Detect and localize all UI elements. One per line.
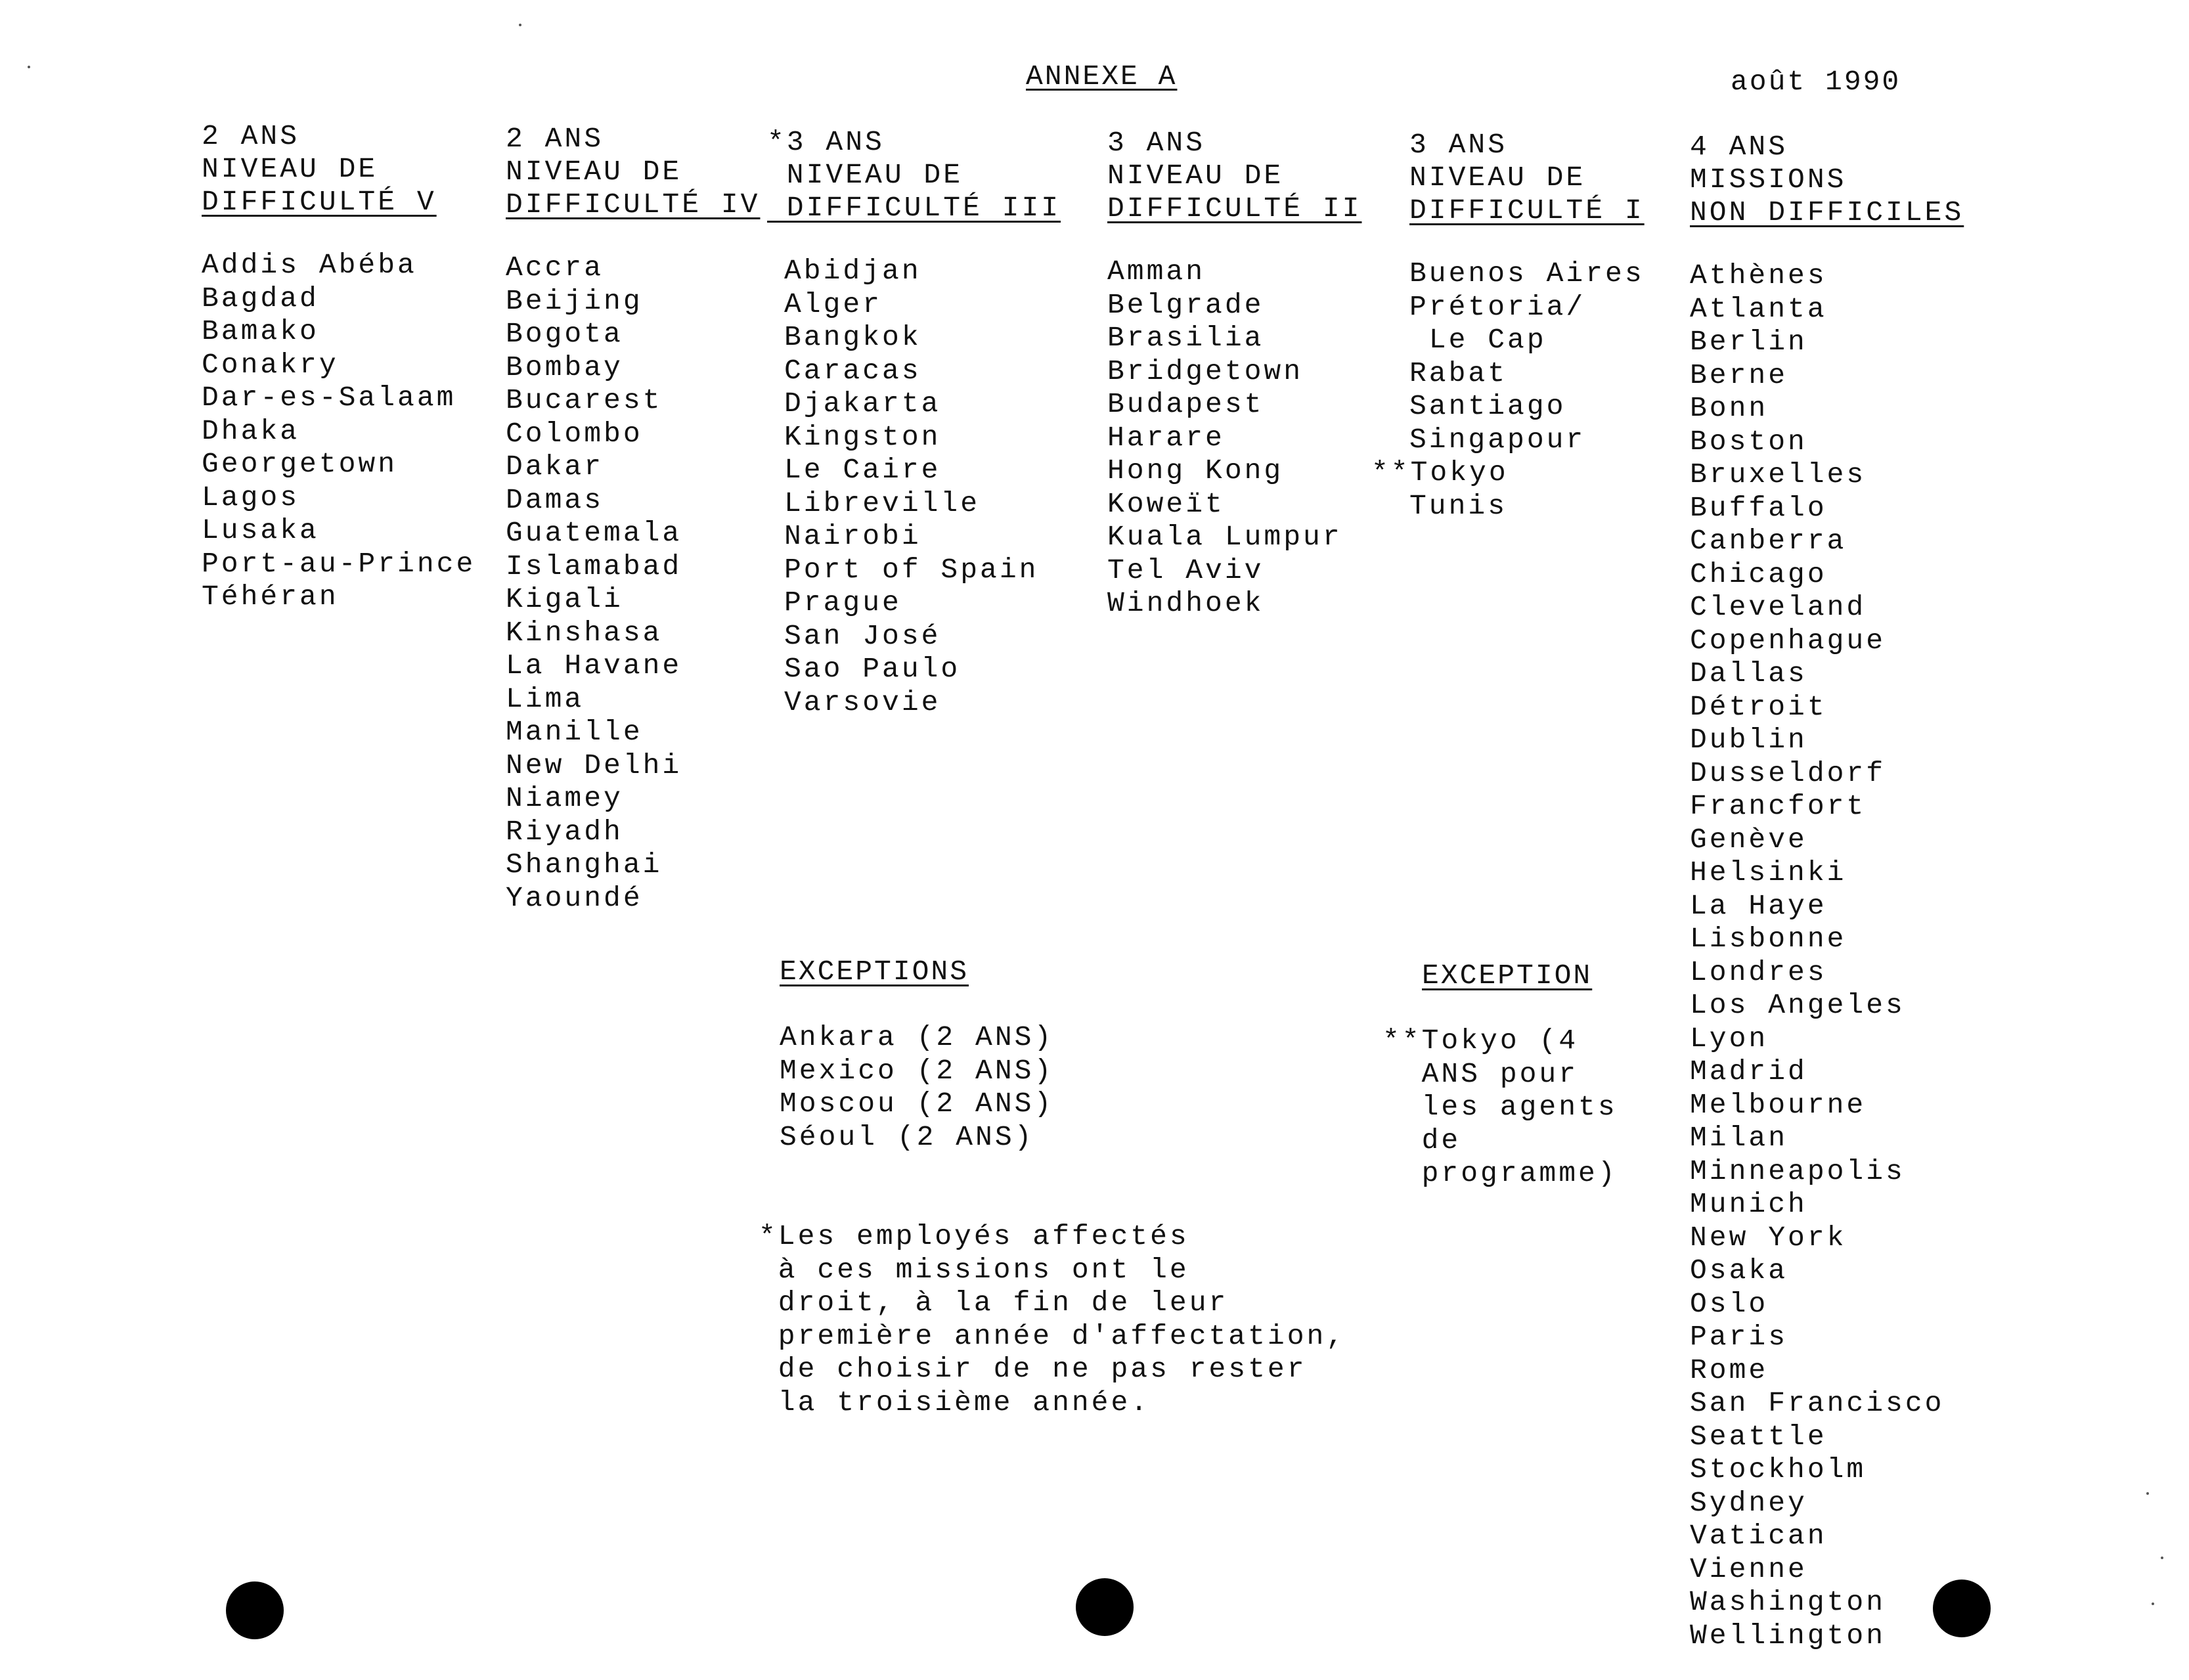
list-item: Oslo — [1690, 1287, 1769, 1320]
footnote — [759, 1220, 1346, 1419]
note-line: **Tokyo (4 — [1382, 1025, 1579, 1057]
list-item: Lagos — [202, 481, 300, 514]
list-item: Buenos Aires — [1409, 257, 1645, 290]
mission-list — [767, 255, 1061, 719]
list-item: Vatican — [1690, 1520, 1827, 1552]
scan-speck — [519, 24, 521, 26]
list-item: Dhaka — [202, 414, 300, 447]
column-heading-difficulty: DIFFICULTÉ V — [202, 186, 437, 218]
note-line: les agents — [1382, 1091, 1618, 1123]
note-line: de — [1382, 1124, 1461, 1157]
list-item: Milan — [1690, 1122, 1788, 1154]
list-item: Mexico (2 ANS) — [780, 1054, 1054, 1087]
column-heading-difficulty: NON DIFFICILES — [1690, 196, 1964, 229]
list-item: Athènes — [1690, 259, 1827, 292]
column-heading-level: NIVEAU DE — [202, 153, 378, 185]
list-item: Bamako — [202, 315, 319, 347]
list-item: Stockholm — [1690, 1453, 1867, 1486]
column-heading-duration: 4 ANS — [1690, 131, 1788, 163]
list-item: Bucarest — [506, 384, 663, 416]
mission-list — [202, 249, 475, 614]
list-item: Addis Abéba — [202, 249, 417, 281]
exception-heading: EXCEPTION — [1422, 960, 1593, 992]
list-item: Seattle — [1690, 1420, 1827, 1453]
scan-speck — [2146, 1492, 2149, 1495]
list-item: La Havane — [506, 650, 682, 682]
list-item: Bagdad — [202, 282, 319, 315]
list-item: Kingston — [784, 420, 941, 453]
list-item: Bangkok — [784, 321, 921, 353]
list-item: Windhoek — [1107, 587, 1264, 619]
list-item: Manille — [506, 716, 643, 748]
column-difficulte-iv — [506, 123, 760, 915]
column-difficulte-iii — [767, 126, 1061, 719]
list-item: Bombay — [506, 351, 623, 384]
list-item: Santiago — [1409, 390, 1566, 422]
list-item: Lyon — [1690, 1022, 1769, 1055]
list-item: Prague — [784, 586, 902, 619]
column-heading-difficulty: DIFFICULTÉ III — [767, 192, 1061, 224]
list-item: Washington — [1690, 1586, 1886, 1618]
list-item: Port-au-Prince — [202, 547, 476, 580]
list-item: Yaoundé — [506, 881, 643, 914]
list-item: Wellington — [1690, 1619, 1886, 1652]
list-item: Atlanta — [1690, 292, 1827, 325]
list-item: Canberra — [1690, 525, 1847, 557]
list-item — [1371, 456, 1645, 490]
list-item-label: Tokyo — [1410, 456, 1509, 489]
list-item: Détroit — [1690, 690, 1827, 723]
list-item: Paris — [1690, 1321, 1788, 1353]
list-item: La Haye — [1690, 889, 1827, 922]
list-item: Los Angeles — [1690, 989, 1905, 1021]
list-item: Tel Aviv — [1107, 554, 1264, 586]
list-item: Beijing — [506, 284, 643, 317]
list-item: Colombo — [506, 417, 643, 450]
note-line: ANS pour — [1382, 1057, 1579, 1090]
list-item: Damas — [506, 483, 604, 516]
list-item: Caracas — [784, 354, 921, 387]
list-item: Helsinki — [1690, 856, 1847, 889]
exceptions-heading: EXCEPTIONS — [780, 956, 969, 988]
list-item: San José — [784, 619, 941, 652]
list-item: Djakarta — [784, 387, 941, 420]
list-item: New York — [1690, 1221, 1847, 1254]
list-item: Dublin — [1690, 724, 1807, 756]
scan-speck — [2152, 1603, 2154, 1605]
list-item: Riyadh — [506, 815, 623, 848]
list-item: Varsovie — [784, 686, 941, 718]
list-item: Rabat — [1409, 357, 1508, 389]
list-item: Genève — [1690, 823, 1807, 856]
note-line: programme) — [1382, 1157, 1618, 1189]
scan-speck — [28, 66, 30, 68]
list-item: Tunis — [1409, 489, 1508, 522]
column-heading-level: MISSIONS — [1690, 164, 1847, 196]
list-item: Le Cap — [1409, 324, 1547, 356]
list-item: Londres — [1690, 956, 1827, 988]
list-item: Melbourne — [1690, 1088, 1867, 1121]
list-item: Alger — [784, 288, 883, 321]
list-item: Accra — [506, 252, 604, 284]
list-item: Sao Paulo — [784, 653, 961, 685]
list-item: Vienne — [1690, 1553, 1807, 1585]
mission-list — [1690, 259, 1964, 1652]
list-item: Georgetown — [202, 448, 398, 480]
list-item: Bridgetown — [1107, 355, 1304, 387]
list-item: Bruxelles — [1690, 458, 1867, 491]
list-item: Francfort — [1690, 790, 1867, 822]
column-difficulte-i — [1371, 129, 1645, 523]
list-item: Moscou (2 ANS) — [780, 1088, 1054, 1120]
list-item: Bogota — [506, 318, 623, 350]
column-heading-difficulty: DIFFICULTÉ I — [1409, 194, 1645, 227]
scan-speck — [2161, 1557, 2163, 1559]
list-item: Kinshasa — [506, 616, 663, 649]
footnote-line: première année d'affectation, — [759, 1319, 1346, 1352]
column-heading-level: NIVEAU DE — [767, 159, 963, 191]
list-item: New Delhi — [506, 749, 682, 782]
list-item: Lisbonne — [1690, 923, 1847, 955]
column-heading-duration: 2 ANS — [202, 120, 300, 152]
column-heading-level: NIVEAU DE — [506, 156, 682, 188]
list-item: Berne — [1690, 359, 1788, 391]
list-item: Brasilia — [1107, 322, 1264, 354]
list-item: Téhéran — [202, 581, 339, 613]
list-item: Lusaka — [202, 514, 319, 546]
mission-list — [506, 252, 760, 915]
list-item: Port of Spain — [784, 553, 1039, 586]
list-item: Belgrade — [1107, 288, 1264, 321]
document-date: août 1990 — [1731, 66, 1901, 98]
list-item: Kuala Lumpur — [1107, 521, 1342, 553]
footnote-line: de choisir de ne pas rester — [759, 1353, 1307, 1385]
punch-hole-left — [226, 1581, 284, 1639]
list-item: Hong Kong — [1107, 454, 1284, 487]
column-heading-difficulty: DIFFICULTÉ II — [1107, 192, 1362, 225]
column-heading-level: NIVEAU DE — [1409, 162, 1586, 194]
list-item: Harare — [1107, 421, 1225, 454]
list-item: Munich — [1690, 1188, 1807, 1220]
footnote-line: la troisième année. — [759, 1386, 1151, 1419]
mission-list — [1107, 255, 1361, 621]
footnote-line: droit, à la fin de leur — [759, 1287, 1229, 1319]
list-item: Islamabad — [506, 550, 682, 583]
list-item: Minneapolis — [1690, 1155, 1905, 1187]
list-item: Niamey — [506, 782, 623, 814]
column-difficulte-v — [202, 120, 475, 614]
list-item: Libreville — [784, 487, 981, 519]
list-item: Dallas — [1690, 657, 1807, 690]
list-item: Shanghai — [506, 849, 663, 881]
list-item: Copenhague — [1690, 624, 1886, 657]
punch-hole-right — [1933, 1580, 1991, 1637]
punch-hole-center — [1076, 1578, 1134, 1636]
exceptions-list — [780, 1021, 1053, 1154]
column-missions-non-difficiles — [1690, 131, 1964, 1652]
footnote-line: *Les employés affectés — [759, 1220, 1189, 1252]
list-item: Cleveland — [1690, 591, 1867, 623]
list-item: Dusseldorf — [1690, 757, 1886, 789]
footnote-line: à ces missions ont le — [759, 1253, 1189, 1286]
column-heading-difficulty: DIFFICULTÉ IV — [506, 188, 761, 221]
list-item: Amman — [1107, 255, 1206, 288]
list-item: Buffalo — [1690, 491, 1827, 524]
list-item: Sydney — [1690, 1486, 1807, 1519]
column-heading-duration: 3 ANS — [1107, 127, 1206, 159]
list-item: Dakar — [506, 451, 604, 483]
list-item: Ankara (2 ANS) — [780, 1021, 1054, 1053]
document-title: ANNEXE A — [1026, 60, 1178, 93]
list-item: Kigali — [506, 583, 623, 615]
list-item: Lima — [506, 682, 585, 715]
list-item: Guatemala — [506, 517, 682, 549]
list-item: Chicago — [1690, 558, 1827, 590]
column-heading-duration: 2 ANS — [506, 123, 604, 155]
list-item: Budapest — [1107, 388, 1264, 420]
list-item: Le Caire — [784, 454, 941, 486]
list-item: Séoul (2 ANS) — [780, 1120, 1034, 1153]
column-heading-duration: *3 ANS — [767, 126, 885, 158]
column-heading-level: NIVEAU DE — [1107, 160, 1284, 192]
list-item: Nairobi — [784, 520, 921, 552]
list-item: Koweït — [1107, 487, 1225, 520]
column-difficulte-ii — [1107, 127, 1361, 621]
mission-list — [1371, 257, 1645, 523]
list-item: San Francisco — [1690, 1387, 1945, 1419]
list-item: Osaka — [1690, 1254, 1788, 1287]
exception-tokyo-note — [1382, 1025, 1618, 1191]
list-item: Conakry — [202, 348, 339, 381]
list-item: Dar-es-Salaam — [202, 382, 456, 414]
column-heading-duration: 3 ANS — [1409, 129, 1508, 161]
list-item: Abidjan — [784, 255, 921, 287]
list-item: Boston — [1690, 425, 1807, 458]
list-item: Berlin — [1690, 326, 1807, 358]
list-item: Bonn — [1690, 392, 1769, 424]
list-item: Singapour — [1409, 423, 1586, 456]
list-item: Madrid — [1690, 1055, 1807, 1088]
list-item: Rome — [1690, 1354, 1769, 1386]
list-item: Prétoria/ — [1409, 290, 1586, 323]
footnote-marker: ** — [1371, 456, 1411, 489]
